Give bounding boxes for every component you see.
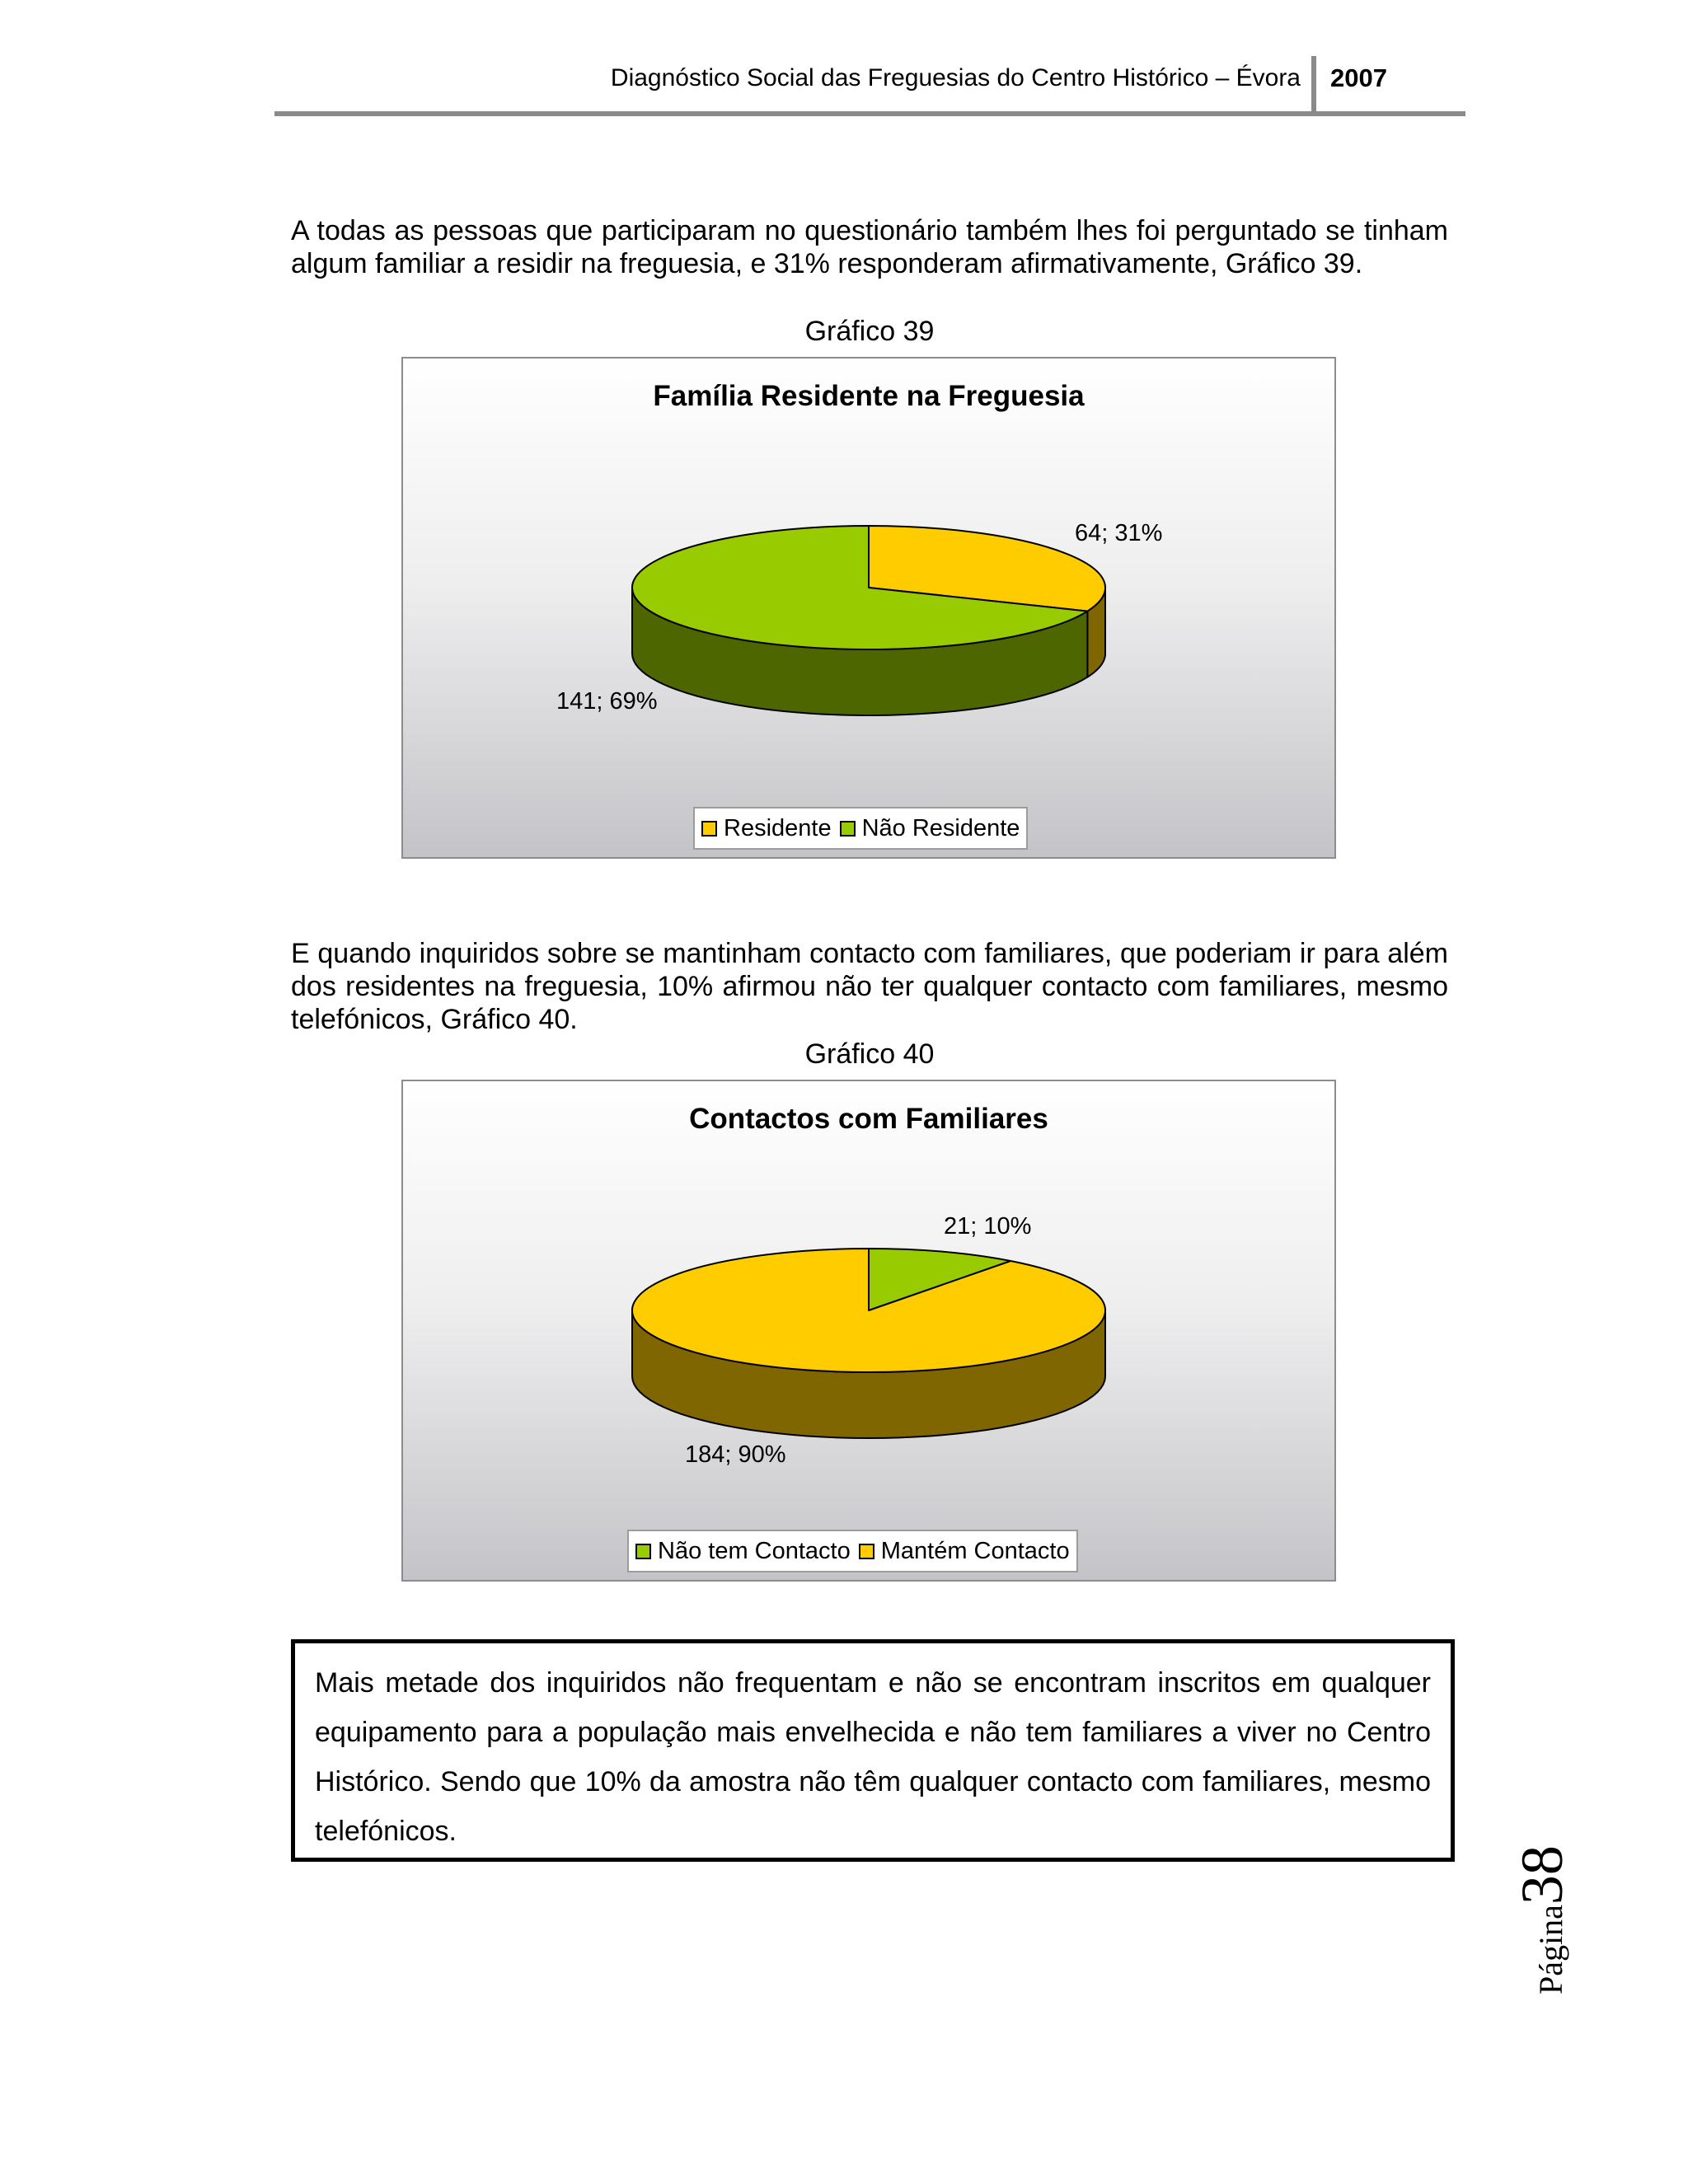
document-header-year: 2007 [1330,63,1387,92]
legend-swatch-nao-tem-contacto [635,1544,651,1559]
legend-swatch-nao-residente [840,821,856,837]
chart-39-title: Família Residente na Freguesia [653,380,1085,412]
legend-label: Mantém Contacto [880,1537,1070,1564]
chart-40-title: Contactos com Familiares [689,1103,1048,1135]
chart-40 [401,1080,1336,1582]
document-header-title: Diagnóstico Social das Freguesias do Centro Histórico – Évora [610,64,1301,91]
page-number [1508,1845,1577,1994]
legend-label: Não Residente [861,814,1020,841]
legend-label: Residente [724,814,832,841]
chart-40-label-nao-tem-contacto: 21; 10% [944,1213,1032,1240]
legend-swatch-mantem-contacto [859,1544,874,1559]
chart-39-legend-item [701,815,832,842]
chart-39-legend-item [840,815,1020,842]
chart-40-legend-item [635,1538,851,1565]
chart-40-legend-item [859,1538,1070,1565]
chart-39-caption: Gráfico 39 [804,316,935,347]
paragraph-contact: E quando inquiridos sobre se mantinham contacto com familiares, que poderiam ir para além dos residentes na freguesia, 10% afirmou não ter qualquer contacto com familiares, mesmo telefónicos, Gráfico 40. [291,938,1448,1035]
header-separator [1311,56,1316,115]
chart-39-label-nao-residente: 141; 69% [556,688,658,715]
paragraph-family-resident: A todas as pessoas que participaram no questionário também lhes foi perguntado se tinham algum familiar a residir na freguesia, e 31% responderam afirmativamente, Gráfico 39. [291,215,1448,279]
summary-box: Mais metade dos inquiridos não frequentam e não se encontram inscritos em qualquer equipamento para a população mais envelhecida e não tem familiares a viver no Centro Histórico. Sendo que 10% da amostra não têm qualquer contacto com familiares, mesmo telefónicos. [291,1639,1455,1862]
chart-39-label-residente: 64; 31% [1075,520,1163,546]
chart-40-legend [627,1530,1078,1572]
legend-label: Não tem Contacto [658,1537,851,1564]
header-rule [274,111,1465,116]
chart-40-plot [403,1081,1338,1583]
chart-39-legend [693,807,1028,850]
page-number-value: 38 [1509,1845,1575,1905]
chart-40-caption: Gráfico 40 [804,1038,935,1070]
chart-39 [401,357,1336,859]
chart-39-plot [403,359,1338,860]
chart-40-label-mantem-contacto: 184; 90% [685,1441,786,1468]
legend-swatch-residente [701,821,717,837]
chart-40-slice-1 [632,1249,1105,1372]
page-word: Página [1532,1905,1569,1994]
